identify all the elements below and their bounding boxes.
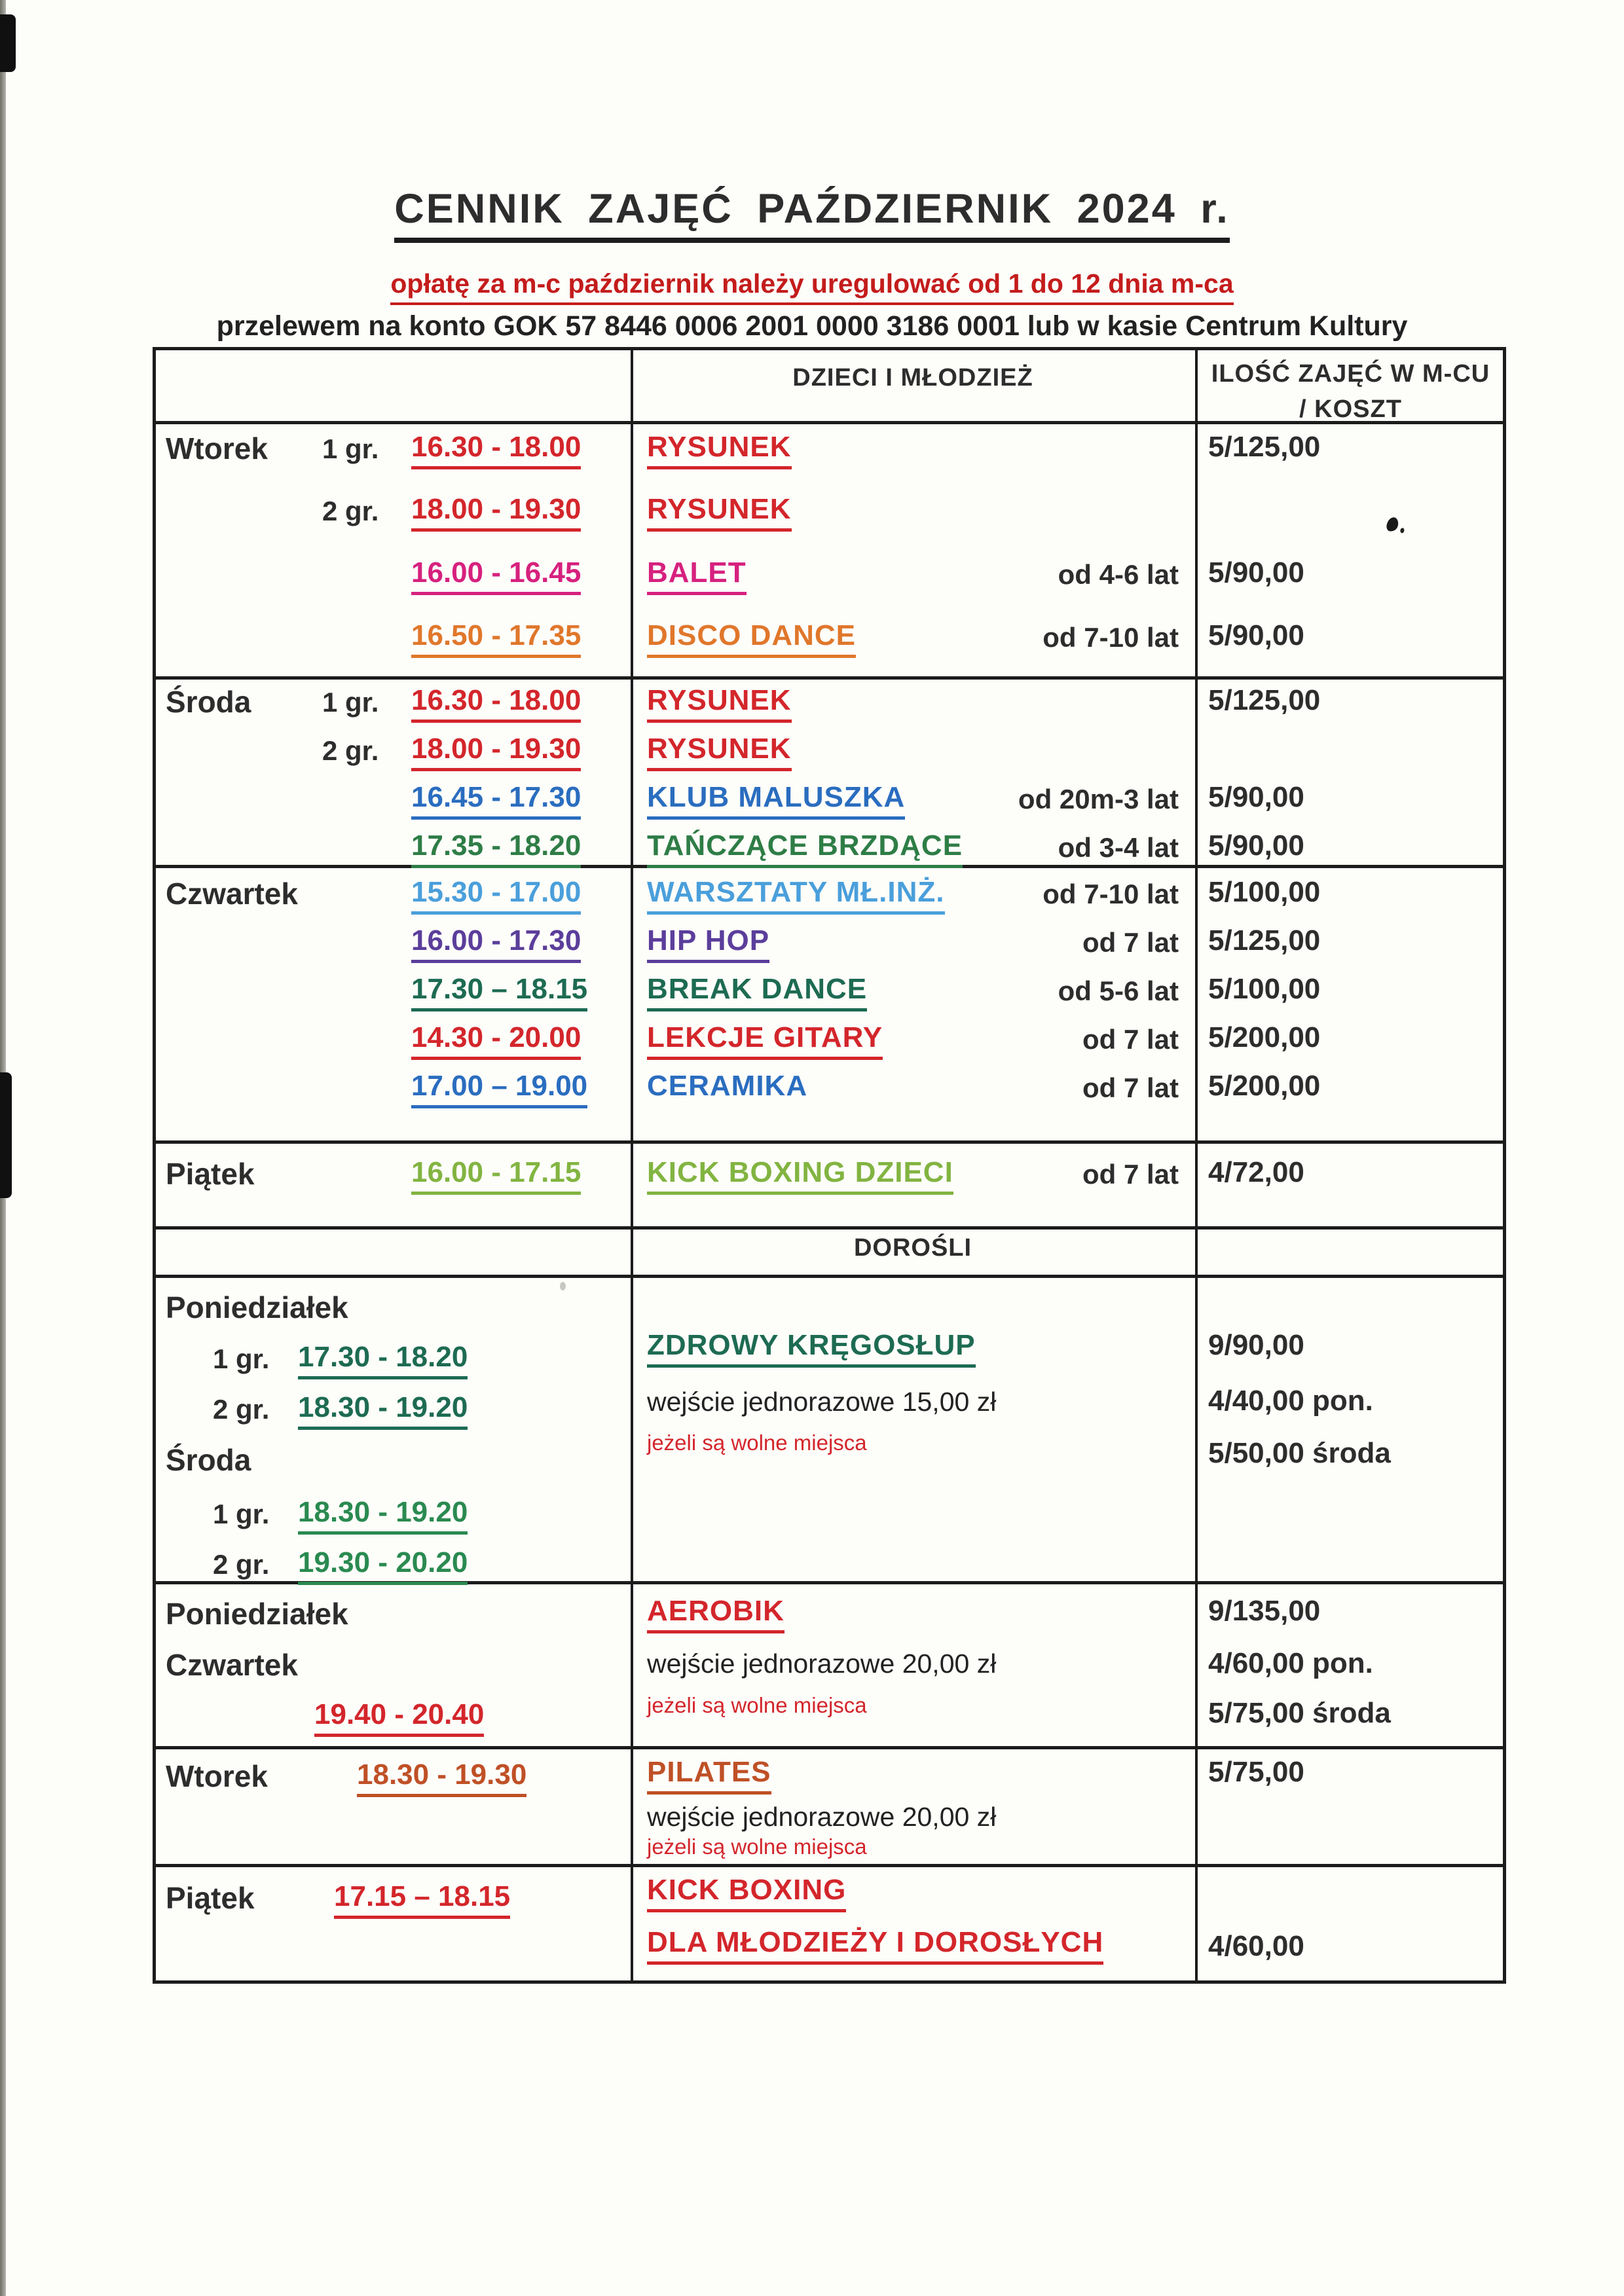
row-divider bbox=[153, 1140, 1506, 1144]
row-divider bbox=[153, 1226, 1506, 1230]
price: 5/200,00 bbox=[1208, 1070, 1321, 1102]
price: 5/90,00 bbox=[1208, 619, 1304, 651]
payment-deadline-row bbox=[0, 268, 1624, 305]
age-range: od 7 lat bbox=[1082, 927, 1179, 958]
page-title: CENNIK ZAJĘĆ PAŹDZIERNIK 2024 r. bbox=[394, 185, 1230, 243]
day-label: Poniedziałek bbox=[166, 1597, 348, 1631]
row-divider bbox=[153, 676, 1506, 680]
time-range: 16.00 - 17.15 bbox=[411, 1156, 581, 1195]
day-label: Czwartek bbox=[166, 1648, 298, 1682]
group-label: 1 gr. bbox=[322, 433, 379, 464]
activity-name: RYSUNEK bbox=[647, 733, 792, 771]
time-range: 18.30 - 19.20 bbox=[298, 1391, 468, 1430]
age-range: od 7 lat bbox=[1082, 1024, 1179, 1055]
price: 9/90,00 bbox=[1208, 1329, 1304, 1361]
time-range: 16.45 - 17.30 bbox=[411, 781, 581, 820]
time-range: 17.30 – 18.15 bbox=[411, 973, 587, 1011]
day-label: Wtorek bbox=[166, 431, 268, 465]
day-label: Piątek bbox=[166, 1157, 255, 1191]
time-range: 18.00 - 19.30 bbox=[411, 493, 581, 532]
group-label: 1 gr. bbox=[213, 1343, 270, 1374]
row-divider bbox=[153, 1746, 1506, 1749]
column-divider bbox=[631, 347, 633, 1984]
time-range: 14.30 - 20.00 bbox=[411, 1021, 581, 1060]
age-range: od 3-4 lat bbox=[1058, 832, 1179, 863]
count-cost-header-line2: / KOSZT bbox=[1299, 395, 1402, 423]
price: 5/200,00 bbox=[1208, 1021, 1321, 1053]
time-range: 19.30 - 20.20 bbox=[298, 1546, 468, 1585]
activity-name: KLUB MALUSZKA bbox=[647, 781, 905, 820]
day-label: Środa bbox=[166, 1443, 251, 1477]
single-entry-price: wejście jednorazowe 15,00 zł bbox=[647, 1387, 997, 1417]
price: 5/75,00 środa bbox=[1208, 1697, 1391, 1729]
price: 5/100,00 bbox=[1208, 973, 1321, 1005]
availability-note: jeżeli są wolne miejsca bbox=[647, 1430, 867, 1455]
payment-deadline-note: opłatę za m-c październik należy uregulować od 1 do 12 dnia m-ca bbox=[390, 268, 1233, 305]
price: 4/60,00 bbox=[1208, 1930, 1304, 1962]
day-label: Piątek bbox=[166, 1881, 255, 1915]
age-range: od 7-10 lat bbox=[1043, 879, 1179, 909]
single-entry-price: wejście jednorazowe 20,00 zł bbox=[647, 1649, 997, 1679]
time-range: 17.15 – 18.15 bbox=[334, 1880, 510, 1919]
time-range: 19.40 - 20.40 bbox=[314, 1698, 484, 1737]
price: 5/125,00 bbox=[1208, 431, 1321, 463]
activity-name: PILATES bbox=[647, 1756, 771, 1795]
price: 5/75,00 bbox=[1208, 1756, 1304, 1788]
age-range: od 4-6 lat bbox=[1058, 559, 1179, 590]
activity-name: WARSZTATY MŁ.INŻ. bbox=[647, 876, 945, 915]
bank-account-line: przelewem na konto GOK 57 8446 0006 2001 0000 3186 0001 lub w kasie Centrum Kultury bbox=[216, 310, 1408, 342]
scan-blot-artifact bbox=[0, 14, 16, 72]
price: 5/50,00 środa bbox=[1208, 1437, 1391, 1469]
time-range: 16.50 - 17.35 bbox=[411, 619, 581, 658]
activity-name: RYSUNEK bbox=[647, 493, 792, 532]
activity-name: HIP HOP bbox=[647, 924, 769, 963]
activity-name: LEKCJE GITARY bbox=[647, 1021, 883, 1060]
group-label: 2 gr. bbox=[213, 1549, 270, 1580]
age-range: od 5-6 lat bbox=[1058, 975, 1179, 1006]
activity-name: KICK BOXING DZIECI bbox=[647, 1156, 953, 1195]
page-title-row bbox=[0, 185, 1624, 243]
time-range: 18.30 - 19.30 bbox=[357, 1758, 526, 1797]
age-range: od 7 lat bbox=[1082, 1159, 1179, 1190]
adults-section-header: DOROŚLI bbox=[853, 1234, 972, 1262]
activity-name: AEROBIK bbox=[647, 1595, 784, 1633]
activity-name: RYSUNEK bbox=[647, 431, 792, 469]
price: 4/72,00 bbox=[1208, 1156, 1304, 1188]
group-label: 2 gr. bbox=[213, 1394, 270, 1425]
column-divider bbox=[1195, 347, 1198, 1984]
price: 5/90,00 bbox=[1208, 781, 1304, 813]
price: 9/135,00 bbox=[1208, 1595, 1321, 1627]
count-cost-header-line1: ILOŚĆ ZAJĘĆ W M-CU bbox=[1211, 360, 1490, 388]
activity-name: RYSUNEK bbox=[647, 684, 792, 723]
scan-blot-artifact bbox=[0, 1072, 12, 1198]
activity-name: TAŃCZĄCE BRZDĄCE bbox=[647, 829, 963, 868]
price: 4/40,00 pon. bbox=[1208, 1385, 1373, 1417]
time-range: 16.00 - 16.45 bbox=[411, 556, 581, 595]
activity-name: KICK BOXING bbox=[647, 1874, 846, 1912]
day-label: Czwartek bbox=[166, 877, 298, 911]
age-range: od 7-10 lat bbox=[1043, 622, 1179, 653]
activity-name: BALET bbox=[647, 556, 747, 595]
price: 5/100,00 bbox=[1208, 876, 1321, 908]
day-label: Poniedziałek bbox=[166, 1290, 348, 1324]
price: 5/125,00 bbox=[1208, 924, 1321, 957]
day-label: Wtorek bbox=[166, 1759, 268, 1793]
age-range: od 20m-3 lat bbox=[1018, 784, 1179, 814]
activity-name: BREAK DANCE bbox=[647, 973, 867, 1011]
availability-note: jeżeli są wolne miejsca bbox=[647, 1834, 867, 1859]
children-section-header: DZIECI I MŁODZIEŻ bbox=[792, 364, 1033, 392]
group-label: 2 gr. bbox=[322, 496, 379, 526]
price: 4/60,00 pon. bbox=[1208, 1647, 1373, 1679]
time-range: 16.00 - 17.30 bbox=[411, 924, 581, 963]
time-range: 16.30 - 18.00 bbox=[411, 684, 581, 723]
age-range: od 7 lat bbox=[1082, 1072, 1179, 1103]
time-range: 17.35 - 18.20 bbox=[411, 829, 581, 868]
activity-name: DLA MŁODZIEŻY I DOROSŁYCH bbox=[647, 1926, 1103, 1965]
time-range: 17.30 - 18.20 bbox=[298, 1341, 468, 1379]
row-divider bbox=[153, 1864, 1506, 1867]
group-label: 1 gr. bbox=[213, 1499, 270, 1529]
activity-name: ZDROWY KRĘGOSŁUP bbox=[647, 1329, 976, 1368]
price: 5/125,00 bbox=[1208, 684, 1321, 716]
time-range: 15.30 - 17.00 bbox=[411, 876, 581, 915]
time-range: 18.30 - 19.20 bbox=[298, 1496, 468, 1535]
group-label: 1 gr. bbox=[322, 687, 379, 718]
day-label: Środa bbox=[166, 685, 251, 719]
time-range: 17.00 – 19.00 bbox=[411, 1070, 587, 1108]
time-range: 18.00 - 19.30 bbox=[411, 733, 581, 771]
activity-name: CERAMIKA bbox=[647, 1070, 808, 1102]
time-range: 16.30 - 18.00 bbox=[411, 431, 581, 469]
activity-name: DISCO DANCE bbox=[647, 619, 856, 658]
group-label: 2 gr. bbox=[322, 735, 379, 766]
row-divider bbox=[153, 1275, 1506, 1278]
single-entry-price: wejście jednorazowe 20,00 zł bbox=[647, 1802, 997, 1832]
price: 5/90,00 bbox=[1208, 556, 1304, 589]
price: 5/90,00 bbox=[1208, 829, 1304, 862]
availability-note: jeżeli są wolne miejsca bbox=[647, 1693, 867, 1717]
